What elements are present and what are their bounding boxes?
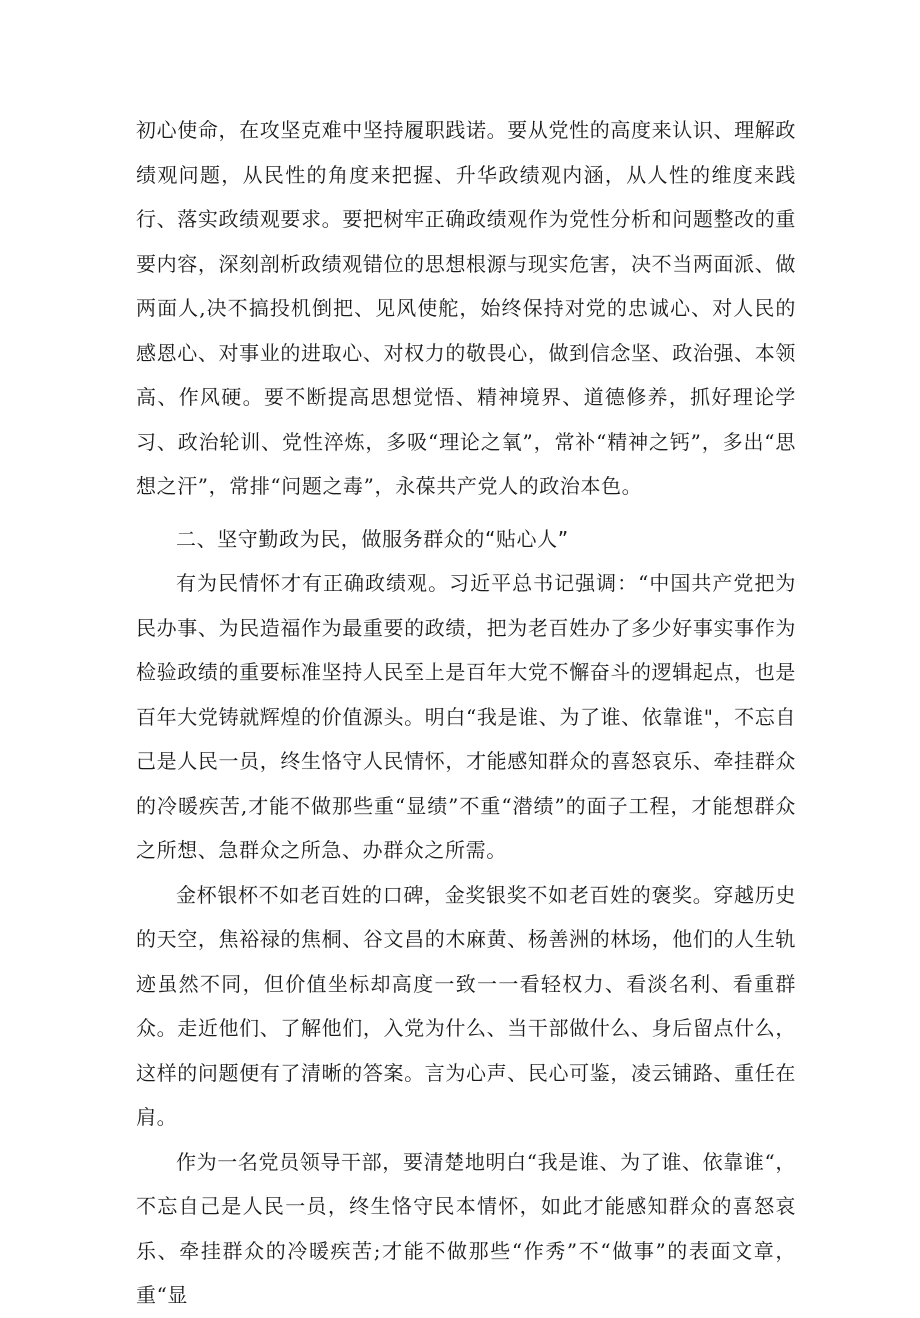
paragraph-continuation: 初心使命，在攻坚克难中坚持履职践诺。要从党性的高度来认识、理解政绩观问题，从民性的角度来把握、升华政绩观内涵，从人性的维度来践行、落实政绩观要求。要把树牢正确政绩观作为党性分析和问题整改的重要内容，深刻剖析政绩观错位的思想根源与现实危害，决不当两面派、做两面人,决不搞投机倒把、见风使舵，始终保持对党的忠诚心、对人民的感恩心、对事业的进取心、对权力的敬畏心，做到信念坚、政治强、本领高、作风硬。要不断提高思想觉悟、精神境界、道德修养，抓好理论学习、政治轮训、党性淬炼，多吸“理论之氧”，常补“精神之钙”，多出“思想之汗”，常排“问题之毒”，永葆共产党人的政治本色。	[136, 118, 796, 498]
paragraph: 作为一名党员领导干部，要清楚地明白“我是谁、为了谁、依靠谁“，不忘自己是人民一员，终生恪守民本情怀，如此才能感知群众的喜怒哀乐、牵挂群众的冷暖疾苦;才能不做那些“作秀”不“做事”的表面文章，重“显	[136, 1149, 796, 1307]
paragraph: 有为民情怀才有正确政绩观。习近平总书记强调：“中国共产党把为民办事、为民造福作为最重要的政绩，把为老百姓办了多少好事实事作为检验政绩的重要标准坚持人民至上是百年大党不懈奋斗的逻辑起点，也是百年大党铸就辉煌的价值源头。明白“我是谁、为了谁、依靠谁"，不忘自己是人民一员，终生恪守人民情怀，才能感知群众的喜怒哀乐、牵挂群众的冷暖疾苦,才能不做那些重“显绩”不重“潜绩”的面子工程，才能想群众之所想、急群众之所急、办群众之所需。	[136, 571, 796, 862]
document-body	[136, 108, 796, 1318]
paragraph: 金杯银杯不如老百姓的口碑，金奖银奖不如老百姓的褒奖。穿越历史的天空，焦裕禄的焦桐、谷文昌的木麻黄、杨善洲的林场，他们的人生轨迹虽然不同，但价值坐标却高度一致一一看轻权力、看淡名利、看重群众。走近他们、了解他们，入党为什么、当干部做什么、身后留点什么，这样的问题便有了清晰的答案。言为心声、民心可鉴，凌云铺路、重任在肩。	[136, 882, 796, 1129]
section-heading: 二、坚守勤政为民，做服务群众的“贴心人”	[176, 526, 569, 551]
